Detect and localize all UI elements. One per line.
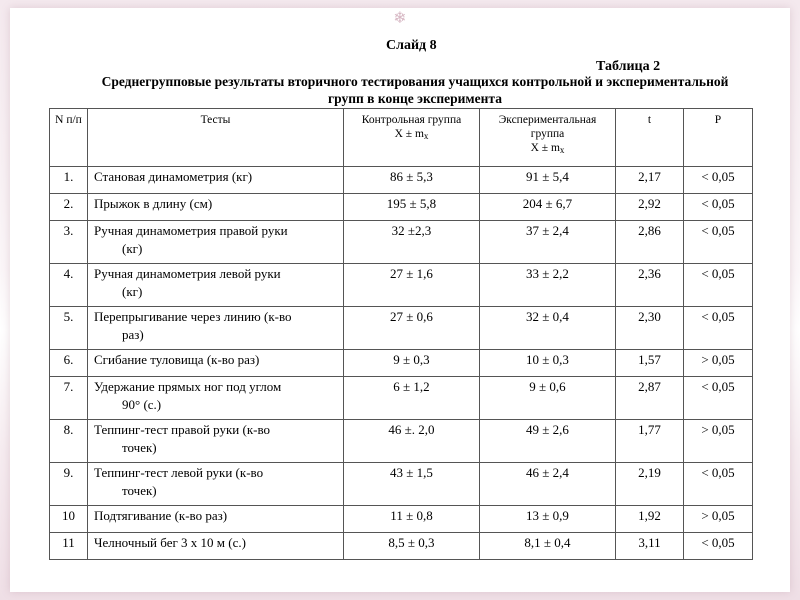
row-exp: 91 ± 5,4 <box>480 167 616 194</box>
row-test <box>88 264 344 307</box>
results-table <box>49 108 753 560</box>
row-num: 8. <box>50 420 88 463</box>
row-num: 2. <box>50 194 88 221</box>
table-row <box>50 463 753 506</box>
row-control: 11 ± 0,8 <box>344 506 480 533</box>
row-num: 11 <box>50 533 88 560</box>
row-test-line1: Прыжок в длину (см) <box>94 196 213 211</box>
header-row <box>50 109 753 167</box>
table-row <box>50 420 753 463</box>
row-exp: 49 ± 2,6 <box>480 420 616 463</box>
row-control: 195 ± 5,8 <box>344 194 480 221</box>
row-t: 2,87 <box>616 377 684 420</box>
row-test-line1: Перепрыгивание через линию (к-во <box>94 309 292 324</box>
header-exp-sub: x <box>559 145 565 155</box>
row-p: < 0,05 <box>684 264 753 307</box>
row-p: < 0,05 <box>684 167 753 194</box>
table-row <box>50 307 753 350</box>
row-exp: 33 ± 2,2 <box>480 264 616 307</box>
row-t: 2,19 <box>616 463 684 506</box>
table-row <box>50 533 753 560</box>
row-t: 2,17 <box>616 167 684 194</box>
header-num: N п/п <box>50 109 88 167</box>
row-exp: 37 ± 2,4 <box>480 221 616 264</box>
header-test: Тесты <box>88 109 344 167</box>
row-test-line1: Ручная динамометрия правой руки <box>94 223 288 238</box>
row-exp: 32 ± 0,4 <box>480 307 616 350</box>
row-test-line2: точек) <box>122 440 157 455</box>
row-test <box>88 463 344 506</box>
header-control <box>344 109 480 167</box>
row-test-line1: Теппинг-тест левой руки (к-во <box>94 465 264 480</box>
row-t: 2,36 <box>616 264 684 307</box>
header-t: t <box>616 109 684 167</box>
header-control-sub: x <box>423 131 429 141</box>
row-num: 4. <box>50 264 88 307</box>
row-t: 2,92 <box>616 194 684 221</box>
header-p: P <box>684 109 753 167</box>
row-t: 2,86 <box>616 221 684 264</box>
row-test <box>88 307 344 350</box>
row-control: 32 ±2,3 <box>344 221 480 264</box>
snowflake-icon: ❄ <box>393 8 407 27</box>
row-test <box>88 221 344 264</box>
row-test <box>88 377 344 420</box>
table-row <box>50 221 753 264</box>
row-t: 1,92 <box>616 506 684 533</box>
row-test-line1: Теппинг-тест правой руки (к-во <box>94 422 271 437</box>
row-test <box>88 533 344 560</box>
row-test-line2: (кг) <box>122 241 143 256</box>
row-p: < 0,05 <box>684 307 753 350</box>
row-t: 1,77 <box>616 420 684 463</box>
row-exp: 13 ± 0,9 <box>480 506 616 533</box>
table-caption: Среднегрупповые результаты вторичного тестирования учащихся контрольной и экспериментальной групп в конце эксперимента <box>101 74 729 106</box>
row-control: 6 ± 1,2 <box>344 377 480 420</box>
row-p: < 0,05 <box>684 463 753 506</box>
row-control: 27 ± 1,6 <box>344 264 480 307</box>
row-t: 3,11 <box>616 533 684 560</box>
row-p: > 0,05 <box>684 506 753 533</box>
row-p: < 0,05 <box>684 377 753 420</box>
row-test-line1: Подтягивание (к-во раз) <box>94 508 228 523</box>
table-row <box>50 506 753 533</box>
row-test <box>88 194 344 221</box>
row-test-line2: раз) <box>122 327 144 342</box>
row-exp: 9 ± 0,6 <box>480 377 616 420</box>
row-exp: 8,1 ± 0,4 <box>480 533 616 560</box>
table-row <box>50 377 753 420</box>
row-p: < 0,05 <box>684 533 753 560</box>
row-control: 43 ± 1,5 <box>344 463 480 506</box>
table-row <box>50 167 753 194</box>
row-t: 2,30 <box>616 307 684 350</box>
row-test-line1: Ручная динамометрия левой руки <box>94 266 281 281</box>
row-test-line1: Сгибание туловища (к-во раз) <box>94 352 260 367</box>
row-t: 1,57 <box>616 350 684 377</box>
table-row <box>50 194 753 221</box>
row-test-line1: Челночный бег 3 х 10 м (с.) <box>94 535 246 550</box>
row-p: > 0,05 <box>684 350 753 377</box>
table-row <box>50 264 753 307</box>
row-test-line2: 90° (с.) <box>122 397 162 412</box>
header-control-formula: X ± m <box>394 128 424 140</box>
row-test-line2: (кг) <box>122 284 143 299</box>
row-test-line2: точек) <box>122 483 157 498</box>
row-num: 5. <box>50 307 88 350</box>
row-num: 1. <box>50 167 88 194</box>
row-num: 7. <box>50 377 88 420</box>
row-control: 86 ± 5,3 <box>344 167 480 194</box>
header-exp-formula: X ± m <box>530 142 560 154</box>
table-row <box>50 350 753 377</box>
slide-label: Слайд 8 <box>386 38 437 53</box>
row-control: 46 ±. 2,0 <box>344 420 480 463</box>
row-num: 9. <box>50 463 88 506</box>
row-num: 10 <box>50 506 88 533</box>
row-test <box>88 167 344 194</box>
row-test <box>88 506 344 533</box>
row-test-line1: Становая динамометрия (кг) <box>94 169 253 184</box>
row-test <box>88 420 344 463</box>
row-exp: 46 ± 2,4 <box>480 463 616 506</box>
row-p: < 0,05 <box>684 221 753 264</box>
row-test-line1: Удержание прямых ног под углом <box>94 379 282 394</box>
row-num: 6. <box>50 350 88 377</box>
row-test <box>88 350 344 377</box>
table-label: Таблица 2 <box>596 59 661 74</box>
header-control-title: Контрольная группа <box>361 114 462 126</box>
row-p: > 0,05 <box>684 420 753 463</box>
row-control: 9 ± 0,3 <box>344 350 480 377</box>
header-exp-title: Экспериментальная группа <box>498 114 597 140</box>
row-exp: 10 ± 0,3 <box>480 350 616 377</box>
row-control: 8,5 ± 0,3 <box>344 533 480 560</box>
row-num: 3. <box>50 221 88 264</box>
row-exp: 204 ± 6,7 <box>480 194 616 221</box>
row-control: 27 ± 0,6 <box>344 307 480 350</box>
row-p: < 0,05 <box>684 194 753 221</box>
header-exp <box>480 109 616 167</box>
